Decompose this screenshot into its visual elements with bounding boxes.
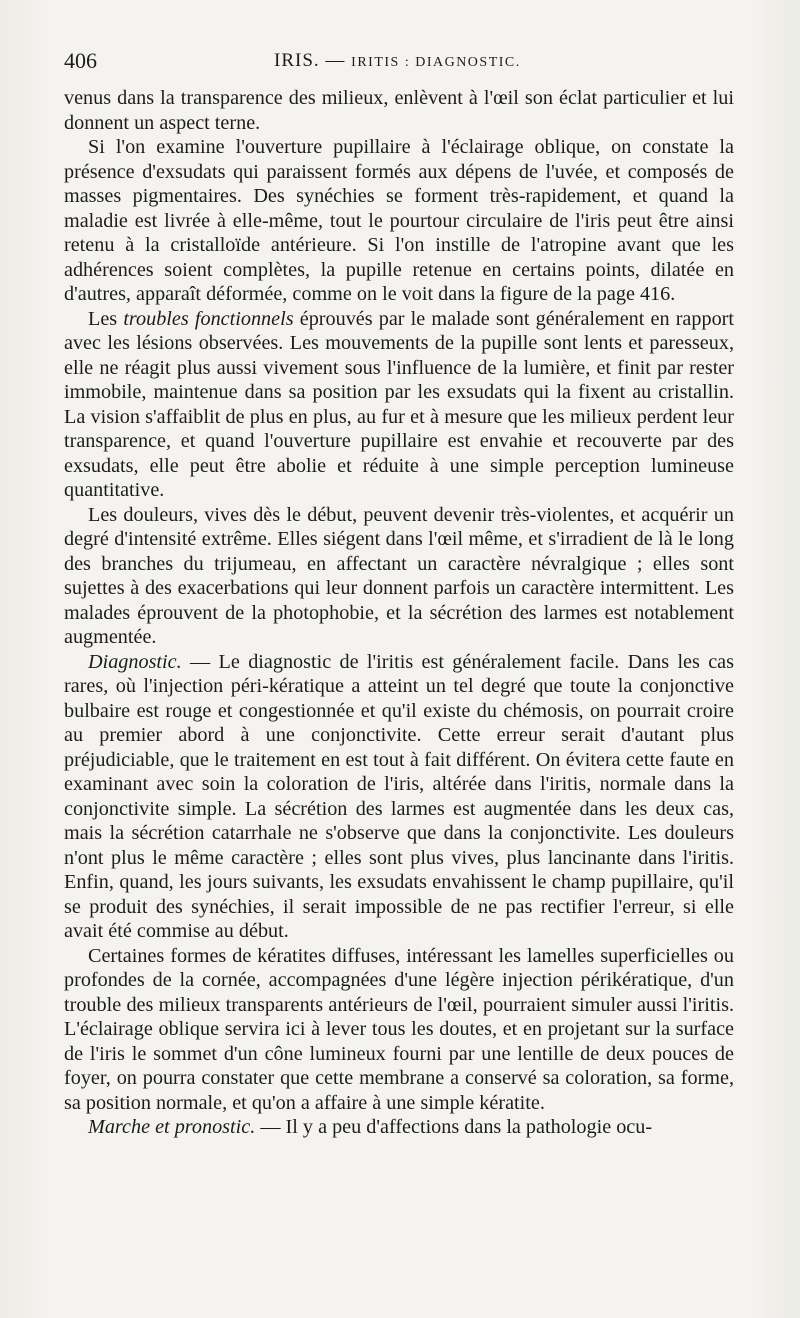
paragraph-keratitis: Certaines formes de kératites diffuses, intéressant les lamelles superficielles ou profondes de la cornée, accompagnées d'une légère injection périkératique, d'un trouble des milieux transparents antérieurs de l'œil, pourraient simuler aussi l'iritis. L'éclairage oblique servira ici à lever tous les doutes, et en projetant sur la surface de l'iris le sommet d'un cône lumineux fourni par une lentille de deux pouces de foyer, on pourra constater que cette membrane a conservé sa coloration, sa forme, sa position normale, et qu'on a affaire à une simple kératite. <box>64 944 734 1114</box>
section-heading-diagnostic: Diagnostic. <box>88 650 182 673</box>
paragraph-continuation: venus dans la transparence des milieux, enlèvent à l'œil son éclat particulier et lui donnent un aspect terne. <box>64 87 734 134</box>
paragraph-functional-troubles: Les troubles fonctionnels éprouvés par le malade sont généralement en rapport avec les lésions observées. Les mouvements de la pupille sont lents et paresseux, elle ne réagit plus aussi vivement sous l'influence de la lumière, et finit par rester immobile, maintenue dans sa position par les exsudats qui la fixent au cristallin. La vision s'affaiblit de plus en plus, au fur et à mesure que les milieux perdent leur transparence, et quand l'ouverture pupillaire est envahie et recouverte par des exsudats, elle peut être abolie et réduite à une simple perception lumineuse quantitative. <box>64 307 735 501</box>
page-header <box>64 48 736 80</box>
running-head-title: IRIS. <box>274 50 320 71</box>
running-head-separator: — <box>325 50 346 71</box>
paragraph-pupil-examination: Si l'on examine l'ouverture pupillaire à l'éclairage oblique, on constate la présence d'exsudats qui paraissent formés aux dépens de l'uvée, et composés de masses pigmentaires. Des synéchies se forment très-rapidement, et quand la maladie est livrée à elle-même, tout le pourtour circulaire de l'iris peut être ainsi retenu à la cristalloïde antérieure. Si l'on instille de l'atropine avant que les adhérences soient complètes, la pupille retenue en certains points, dilatée en d'autres, apparaît déformée, comme on le voit dans la figure de la page 416. <box>64 136 734 305</box>
paragraph-prognosis: Marche et pronostic. — Il y a peu d'affections dans la pathologie ocu- <box>88 1116 653 1138</box>
paragraph-diagnostic: Diagnostic. — Le diagnostic de l'iritis est généralement facile. Dans les cas rares, où l'injection péri-kératique a atteint un tel degré que toute la conjonctive bulbaire est rouge et congestionnée et qu'il existe du chémosis, on pourrait croire au premier abord à une conjonctivite. Cette erreur serait d'autant plus préjudiciable, que le traitement en est tout à fait différent. On évitera cette faute en examinant avec soin la coloration de l'iris, altérée dans l'iritis, normale dans la conjonctivite simple. La sécrétion des larmes est augmentée dans les deux cas, mais la sécrétion catarrhale ne s'observe que dans la conjonctivite. Les douleurs n'ont plus le même caractère ; elles sont plus vives, plus lancinante dans l'iritis. Enfin, quand, les jours suivants, les exsudats envahissent le champ pupillaire, qu'il se produit des synéchies, il serait impossible de ne pas rectifier l'erreur, si elle avait été commise au début. <box>64 650 734 942</box>
term-troubles-fonctionnels: troubles fonctionnels <box>123 307 294 330</box>
page-number: 406 <box>64 48 97 73</box>
section-heading-prognosis: Marche et pronostic. <box>88 1116 256 1138</box>
paragraph-pain: Les douleurs, vives dès le début, peuvent devenir très-violentes, et acquérir un degré d'intensité extrême. Elles siégent dans l'œil même, et s'irradient de là le long des branches du trijumeau, en affectant un caractère névralgique ; elles sont sujettes à des exacerbations qui leur donnent parfois un caractère intermittent. Les malades éprouvent de la photophobie, et la sécrétion des larmes est notablement augmentée. <box>64 503 734 648</box>
running-head <box>274 50 521 72</box>
running-head-subtitle: IRITIS : DIAGNOSTIC. <box>351 55 521 70</box>
page-body <box>64 86 734 1140</box>
